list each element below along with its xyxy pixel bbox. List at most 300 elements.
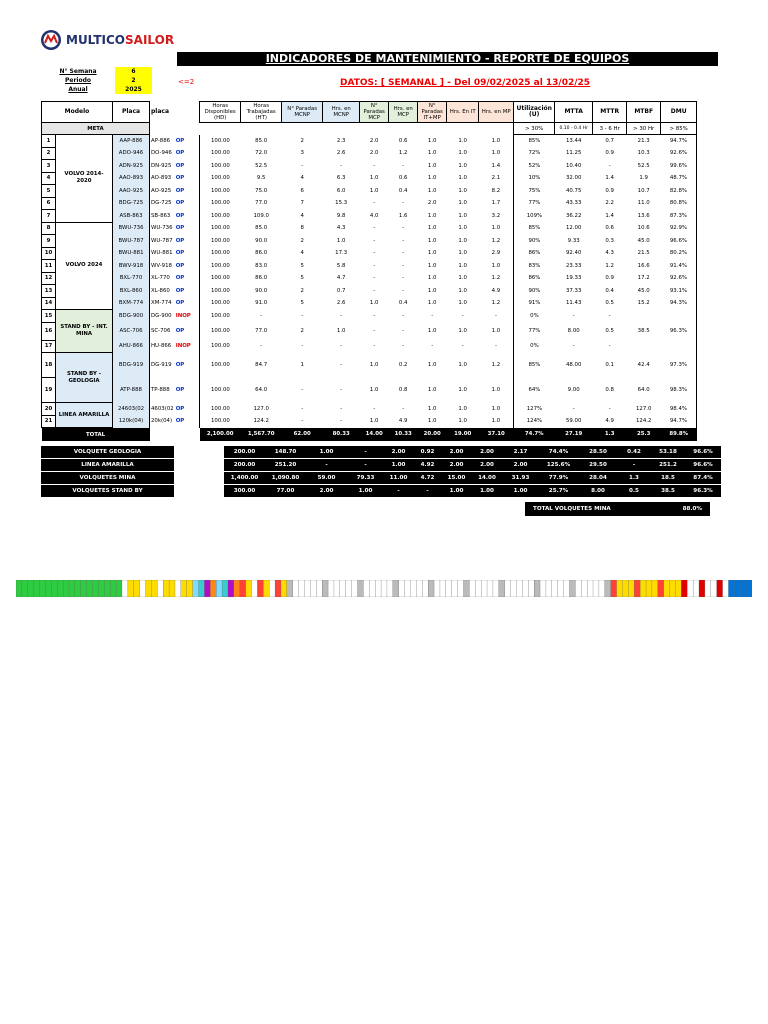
- group-label: VOLVO 2024: [56, 222, 113, 310]
- cell-dmu: 99.6%: [661, 160, 697, 173]
- summary-hm: -: [347, 446, 384, 458]
- cell-u: 85%: [514, 222, 555, 235]
- placa-cell: AHU-866: [113, 340, 150, 353]
- summary-hi: 14.00: [471, 472, 503, 484]
- table-row: [42, 322, 697, 340]
- summary-mtta: 28.04: [579, 472, 617, 484]
- summary-pc: 2.00: [384, 446, 413, 458]
- cell-hm: -: [340, 343, 343, 350]
- cell-hi: 1.0: [458, 225, 467, 232]
- strip-cell: [22, 580, 28, 597]
- cell-mtbf: 10.7: [637, 187, 650, 194]
- strip-cell: [352, 580, 358, 597]
- cell-hp: 2.9: [491, 250, 501, 257]
- header-paradas-mcp: N° Paradas MCP: [360, 102, 389, 123]
- cell-mtta: 48.00: [565, 362, 582, 368]
- cell-u: 91%: [514, 297, 555, 310]
- strip-cell: [487, 580, 493, 597]
- placa2-cell: WV-918: [151, 262, 172, 269]
- cell-hc: 0.4: [398, 300, 408, 307]
- cell-mtbf: 45.0: [637, 237, 650, 244]
- period-params: [41, 67, 152, 94]
- cell-pi: 1.0: [427, 137, 437, 144]
- row-number: 17: [42, 340, 56, 353]
- cell-hp: 1.0: [491, 418, 501, 425]
- cell-hc: -: [402, 343, 405, 350]
- meta-mtta: 0.10 - 0.4 Hr: [555, 123, 593, 135]
- cell-hm: 9.8: [336, 212, 346, 219]
- cell-hi: 1.0: [458, 300, 467, 307]
- summary-dmu: 96.6%: [685, 446, 721, 458]
- cell-pm: 2: [300, 137, 304, 144]
- cell-mtta: 32.00: [565, 175, 582, 182]
- summary-hp: 2.00: [503, 459, 538, 471]
- summary-pm: -: [306, 459, 347, 471]
- strip-cell: [93, 580, 99, 597]
- cell-hm: 15.3: [335, 200, 348, 207]
- strip-cell: [334, 580, 340, 597]
- group-label: STAND BY - GEOLOGIA: [56, 353, 113, 403]
- cell-pc: 1.0: [369, 387, 379, 393]
- cell-pc: -: [373, 162, 376, 169]
- summary-hi: 2.00: [471, 446, 503, 458]
- strip-cell: [16, 580, 22, 597]
- strip-cell: [163, 580, 169, 597]
- cell-mttr: 0.9: [605, 187, 614, 194]
- strip-cell: [481, 580, 487, 597]
- cell-hi: 1.0: [458, 387, 467, 393]
- strip-cell: [740, 580, 746, 597]
- strip-cell: [146, 580, 152, 597]
- strip-cell: [428, 580, 434, 597]
- cell-mttr: 0.9: [605, 150, 614, 157]
- summary-hp: 1.00: [503, 485, 538, 497]
- cell-hd: 100.00: [200, 378, 241, 403]
- summary-row: [41, 446, 721, 458]
- cell-mtta: -: [572, 312, 575, 319]
- strip-cell: [269, 580, 275, 597]
- cell-hd: 100.00: [200, 147, 241, 160]
- strip-cell: [87, 580, 93, 597]
- strip-cell: [593, 580, 599, 597]
- summary-label: VOLQUETE GEOLOGIA: [41, 446, 174, 458]
- strip-cell: [216, 580, 222, 597]
- cell-mtbf: 16.6: [637, 262, 650, 269]
- strip-cell: [605, 580, 611, 597]
- cell-ht: -: [260, 343, 263, 350]
- cell-hm: 6.0: [336, 187, 346, 194]
- row-number: 2: [42, 147, 56, 160]
- row-number: 13: [42, 285, 56, 298]
- strip-cell: [187, 580, 193, 597]
- cell-pc: -: [373, 343, 376, 350]
- status-badge: OP: [175, 405, 185, 412]
- row-number: 12: [42, 272, 56, 285]
- row-number: 3: [42, 160, 56, 173]
- cell-u: 90%: [514, 235, 555, 248]
- status-badge: OP: [175, 200, 185, 207]
- summary-pm: 2.00: [306, 485, 347, 497]
- strip-cell: [340, 580, 346, 597]
- summary-hm: -: [347, 459, 384, 471]
- total-volquetes-mina: [525, 502, 710, 516]
- cell-dmu: 98.3%: [661, 378, 697, 403]
- cell-hp: 1.0: [491, 150, 501, 157]
- status-badge: OP: [175, 187, 185, 194]
- cell-hc: -: [402, 312, 405, 319]
- cell-mtta: 8.00: [567, 328, 580, 334]
- summary-pi: 15.00: [442, 472, 471, 484]
- strip-cell: [440, 580, 446, 597]
- strip-cell: [228, 580, 234, 597]
- cell-hi: 1.0: [458, 137, 467, 144]
- cell-u: 86%: [514, 247, 555, 260]
- table-row: [42, 340, 697, 353]
- cell-u: 83%: [514, 260, 555, 273]
- cell-pi: 2.0: [427, 200, 437, 207]
- cell-hi: 1.0: [458, 362, 467, 368]
- placa-cell: BXL-860: [113, 285, 150, 298]
- total-mina-value: 88.0%: [682, 506, 702, 512]
- summary-hm: 79.33: [347, 472, 384, 484]
- strip-cell: [675, 580, 681, 597]
- cell-mtta: 9.33: [567, 237, 580, 244]
- cell-ht: 83.0: [255, 262, 268, 269]
- placa2-cell: HU-866: [151, 343, 172, 350]
- cell-mtta: 11.25: [565, 150, 582, 157]
- summary-hc: 4.72: [413, 472, 442, 484]
- placa-cell: BDG-919: [113, 353, 150, 378]
- placa2-cell: TP-888: [151, 387, 170, 393]
- cell-u: 64%: [514, 378, 555, 403]
- table-row: [42, 403, 697, 416]
- placa-cell: BWV-918: [113, 260, 150, 273]
- strip-cell: [110, 580, 116, 597]
- strip-cell: [522, 580, 528, 597]
- cell-dmu: 80.8%: [661, 197, 697, 210]
- cell-pm: 3: [300, 150, 304, 157]
- cell-mttr: 0.8: [605, 387, 614, 393]
- cell-mtbf: 10.3: [637, 150, 650, 157]
- cell-pm: 1: [300, 362, 304, 368]
- cell-mtbf: [627, 310, 661, 323]
- strip-cell: [104, 580, 110, 597]
- cell-u: 86%: [514, 272, 555, 285]
- summary-hd: 200.00: [224, 459, 265, 471]
- strip-cell: [204, 580, 210, 597]
- summary-u: 125.6%: [538, 459, 579, 471]
- cell-pi: 1.0: [427, 287, 437, 294]
- cell-pi: -: [431, 312, 434, 319]
- cell-hp: -: [494, 343, 497, 350]
- cell-dmu: 82.8%: [661, 185, 697, 198]
- cell-pm: 4: [300, 212, 304, 219]
- placa2-cell: DG-919: [151, 362, 172, 368]
- cell-hm: -: [340, 418, 343, 425]
- cell-hm: 4.7: [336, 275, 346, 282]
- cell-hp: 1.0: [491, 225, 501, 232]
- cell-hp: 1.2: [491, 237, 501, 244]
- cell-hp: 1.0: [491, 405, 501, 412]
- cell-mttr: 0.1: [605, 362, 614, 368]
- placa-cell: 24603(02: [113, 403, 150, 416]
- cell-hp: 1.0: [491, 137, 501, 144]
- cell-hd: 100.00: [200, 210, 241, 223]
- cell-pc: 2.0: [369, 137, 379, 144]
- strip-cell: [375, 580, 381, 597]
- row-number: 11: [42, 260, 56, 273]
- cell-u: 77%: [514, 197, 555, 210]
- strip-cell: [434, 580, 440, 597]
- cell-ht: 84.7: [255, 362, 268, 368]
- row-number: 1: [42, 135, 56, 148]
- placa-cell: AAO-893: [113, 172, 150, 185]
- cell-hi: 1.0: [458, 200, 467, 207]
- cell-hd: 100.00: [200, 260, 241, 273]
- cell-hc: -: [402, 225, 405, 232]
- status-badge: OP: [175, 287, 185, 294]
- total-mtbf: 25.3: [627, 428, 661, 442]
- strip-cell: [34, 580, 40, 597]
- summary-mttr: 0.42: [617, 446, 651, 458]
- summary-table: [41, 446, 721, 497]
- summary-mtbf: 18.5: [651, 472, 685, 484]
- cell-ht: 72.0: [255, 150, 268, 157]
- cell-mttr: 0.5: [605, 328, 614, 334]
- cell-hi: 1.0: [458, 237, 467, 244]
- param-label: Anual: [68, 86, 88, 93]
- table-row: [42, 185, 697, 198]
- cell-ht: 64.0: [255, 387, 268, 393]
- summary-hd: 300.00: [224, 485, 265, 497]
- strip-cell: [693, 580, 699, 597]
- summary-pc: 11.00: [384, 472, 413, 484]
- strip-cell: [628, 580, 634, 597]
- cell-hd: 100.00: [200, 197, 241, 210]
- status-badge: INOP: [175, 343, 191, 350]
- cell-u: 85%: [514, 135, 555, 148]
- cell-mtta: 40.75: [565, 187, 582, 194]
- cell-mtta: -: [572, 343, 575, 350]
- cell-hp: 1.0: [491, 328, 501, 334]
- summary-ht: 148.70: [265, 446, 306, 458]
- cell-mtbf: 45.0: [637, 287, 650, 294]
- cell-ht: 86.0: [255, 250, 268, 257]
- table-row: [42, 172, 697, 185]
- total-hd: 2,100.00: [200, 428, 241, 442]
- total-hm: 80.33: [323, 428, 360, 442]
- cell-pc: 1.0: [369, 300, 379, 307]
- summary-mtbf: 53.18: [651, 446, 685, 458]
- cell-pc: 1.0: [369, 418, 379, 425]
- table-row: [42, 135, 697, 148]
- summary-dmu: 87.4%: [685, 472, 721, 484]
- strip-cell: [316, 580, 322, 597]
- table-row: [42, 415, 697, 428]
- cell-hm: -: [340, 162, 343, 169]
- total-label: TOTAL: [42, 428, 150, 442]
- strip-cell: [723, 580, 729, 597]
- placa2-cell: 20k(04): [151, 418, 173, 425]
- total-u: 74.7%: [514, 428, 555, 442]
- cell-mtta: 37.33: [565, 287, 582, 294]
- cell-hc: -: [402, 287, 405, 294]
- status-badge: OP: [175, 150, 185, 157]
- strip-cell: [387, 580, 393, 597]
- meta-mtbf: > 30 Hr: [627, 123, 661, 135]
- cell-mtta: 10.40: [565, 162, 582, 169]
- cell-mttr: 1.4: [605, 212, 614, 219]
- cell-pi: 1.0: [427, 225, 437, 232]
- strip-cell: [469, 580, 475, 597]
- cell-u: 124%: [514, 415, 555, 428]
- strip-cell: [122, 580, 128, 597]
- cell-u: 77%: [514, 322, 555, 340]
- cell-hp: -: [494, 312, 497, 319]
- cell-hi: 1.0: [458, 328, 467, 334]
- summary-mttr: -: [617, 459, 651, 471]
- cell-hi: -: [461, 312, 464, 319]
- cell-dmu: 94.7%: [661, 415, 697, 428]
- strip-cell: [416, 580, 422, 597]
- strip-cell: [670, 580, 676, 597]
- cell-mtbf: [627, 340, 661, 353]
- summary-row: [41, 472, 721, 484]
- total-hi: 19.00: [447, 428, 479, 442]
- cell-pc: -: [373, 312, 376, 319]
- strip-cell: [51, 580, 57, 597]
- cell-pc: -: [373, 262, 376, 269]
- status-badge: OP: [175, 387, 185, 393]
- strip-cell: [263, 580, 269, 597]
- cell-ht: 75.0: [255, 187, 268, 194]
- strip-cell: [169, 580, 175, 597]
- cell-pm: -: [301, 387, 304, 393]
- strip-cell: [705, 580, 711, 597]
- strip-cell: [210, 580, 216, 597]
- cell-mtbf: 38.5: [637, 328, 650, 334]
- cell-mtta: 12.00: [565, 225, 582, 232]
- cell-pi: 1.0: [427, 212, 437, 219]
- cell-dmu: 91.4%: [661, 260, 697, 273]
- cell-hi: 1.0: [458, 175, 467, 182]
- cell-hm: 1.0: [336, 328, 346, 334]
- header-modelo: Modelo: [42, 102, 113, 123]
- status-badge: INOP: [175, 312, 191, 319]
- strip-cell: [234, 580, 240, 597]
- strip-cell: [652, 580, 658, 597]
- placa2-cell: DG-900: [151, 312, 172, 319]
- cell-hd: 100.00: [200, 297, 241, 310]
- cell-mttr: 0.7: [605, 138, 614, 144]
- strip-cell: [681, 580, 687, 597]
- meta-dmu: > 85%: [661, 123, 697, 135]
- cell-dmu: 94.7%: [661, 135, 697, 148]
- cell-dmu: [661, 310, 697, 323]
- summary-hp: 31.93: [503, 472, 538, 484]
- header-dmu: DMU: [661, 102, 697, 123]
- row-number: 21: [42, 415, 56, 428]
- cell-hi: 1.0: [458, 405, 467, 412]
- table-row: [42, 147, 697, 160]
- cell-hi: 1.0: [458, 162, 467, 169]
- cell-hi: 1.0: [458, 287, 467, 294]
- cell-mttr: 2.2: [605, 200, 614, 207]
- cell-hp: 1.2: [491, 300, 501, 307]
- cell-pc: -: [373, 287, 376, 294]
- cell-pi: 1.0: [427, 418, 437, 425]
- strip-cell: [528, 580, 534, 597]
- status-badge: OP: [175, 225, 185, 232]
- cell-hd: 100.00: [200, 222, 241, 235]
- cell-mtbf: 10.6: [637, 225, 650, 232]
- placa-cell: BWU-881: [113, 247, 150, 260]
- summary-pm: 1.00: [306, 446, 347, 458]
- cell-hd: 100.00: [200, 310, 241, 323]
- cell-dmu: 87.3%: [661, 210, 697, 223]
- cell-pm: -: [301, 162, 304, 169]
- strip-cell: [552, 580, 558, 597]
- cell-pi: 1.0: [427, 175, 437, 182]
- total-dmu: 89.8%: [661, 428, 697, 442]
- status-badge: OP: [175, 237, 185, 244]
- strip-cell: [381, 580, 387, 597]
- meta-label: META: [42, 123, 150, 135]
- status-badge: OP: [175, 250, 185, 257]
- cell-ht: 77.0: [255, 328, 268, 334]
- strip-cell: [275, 580, 281, 597]
- summary-mtbf: 38.5: [651, 485, 685, 497]
- strip-cell: [240, 580, 246, 597]
- cell-hc: 1.6: [398, 212, 408, 219]
- cell-pm: 5: [300, 275, 304, 282]
- strip-cell: [699, 580, 705, 597]
- strip-cell: [452, 580, 458, 597]
- cell-hc: 4.9: [398, 418, 408, 425]
- summary-mttr: 1.3: [617, 472, 651, 484]
- cell-dmu: 80.2%: [661, 247, 697, 260]
- cell-mtbf: 124.2: [635, 418, 652, 425]
- cell-pc: -: [373, 405, 376, 412]
- cell-pi: 1.0: [427, 405, 437, 412]
- cell-hd: 100.00: [200, 160, 241, 173]
- cell-pi: 1.0: [427, 237, 437, 244]
- strip-cell: [717, 580, 723, 597]
- strip-cell: [664, 580, 670, 597]
- header-hd: Horas Disponibles (HD): [200, 102, 241, 123]
- cell-pi: 1.0: [427, 250, 437, 257]
- total-pc: 14.00: [360, 428, 389, 442]
- row-number: 8: [42, 222, 56, 235]
- cell-mtbf: 21.3: [637, 138, 650, 144]
- strip-cell: [516, 580, 522, 597]
- cell-hp: 1.7: [491, 200, 501, 207]
- date-range: DATOS: [ SEMANAL ] - Del 09/02/2025 al 13/02/25: [340, 78, 591, 88]
- summary-mtta: 29.50: [579, 459, 617, 471]
- cell-pi: 1.0: [427, 150, 437, 157]
- cell-hm: 4.3: [336, 225, 346, 232]
- placa2-cell: AP-886: [151, 137, 171, 144]
- cell-ht: 85.0: [255, 137, 268, 144]
- summary-mttr: 0.5: [617, 485, 651, 497]
- cell-dmu: 98.4%: [661, 403, 697, 416]
- cell-u: 109%: [514, 210, 555, 223]
- cell-hm: -: [340, 387, 343, 393]
- cell-hd: 100.00: [200, 403, 241, 416]
- cell-mtbf: 21.5: [637, 250, 650, 257]
- cell-ht: 127.0: [253, 405, 269, 412]
- cell-pm: 2: [300, 287, 304, 294]
